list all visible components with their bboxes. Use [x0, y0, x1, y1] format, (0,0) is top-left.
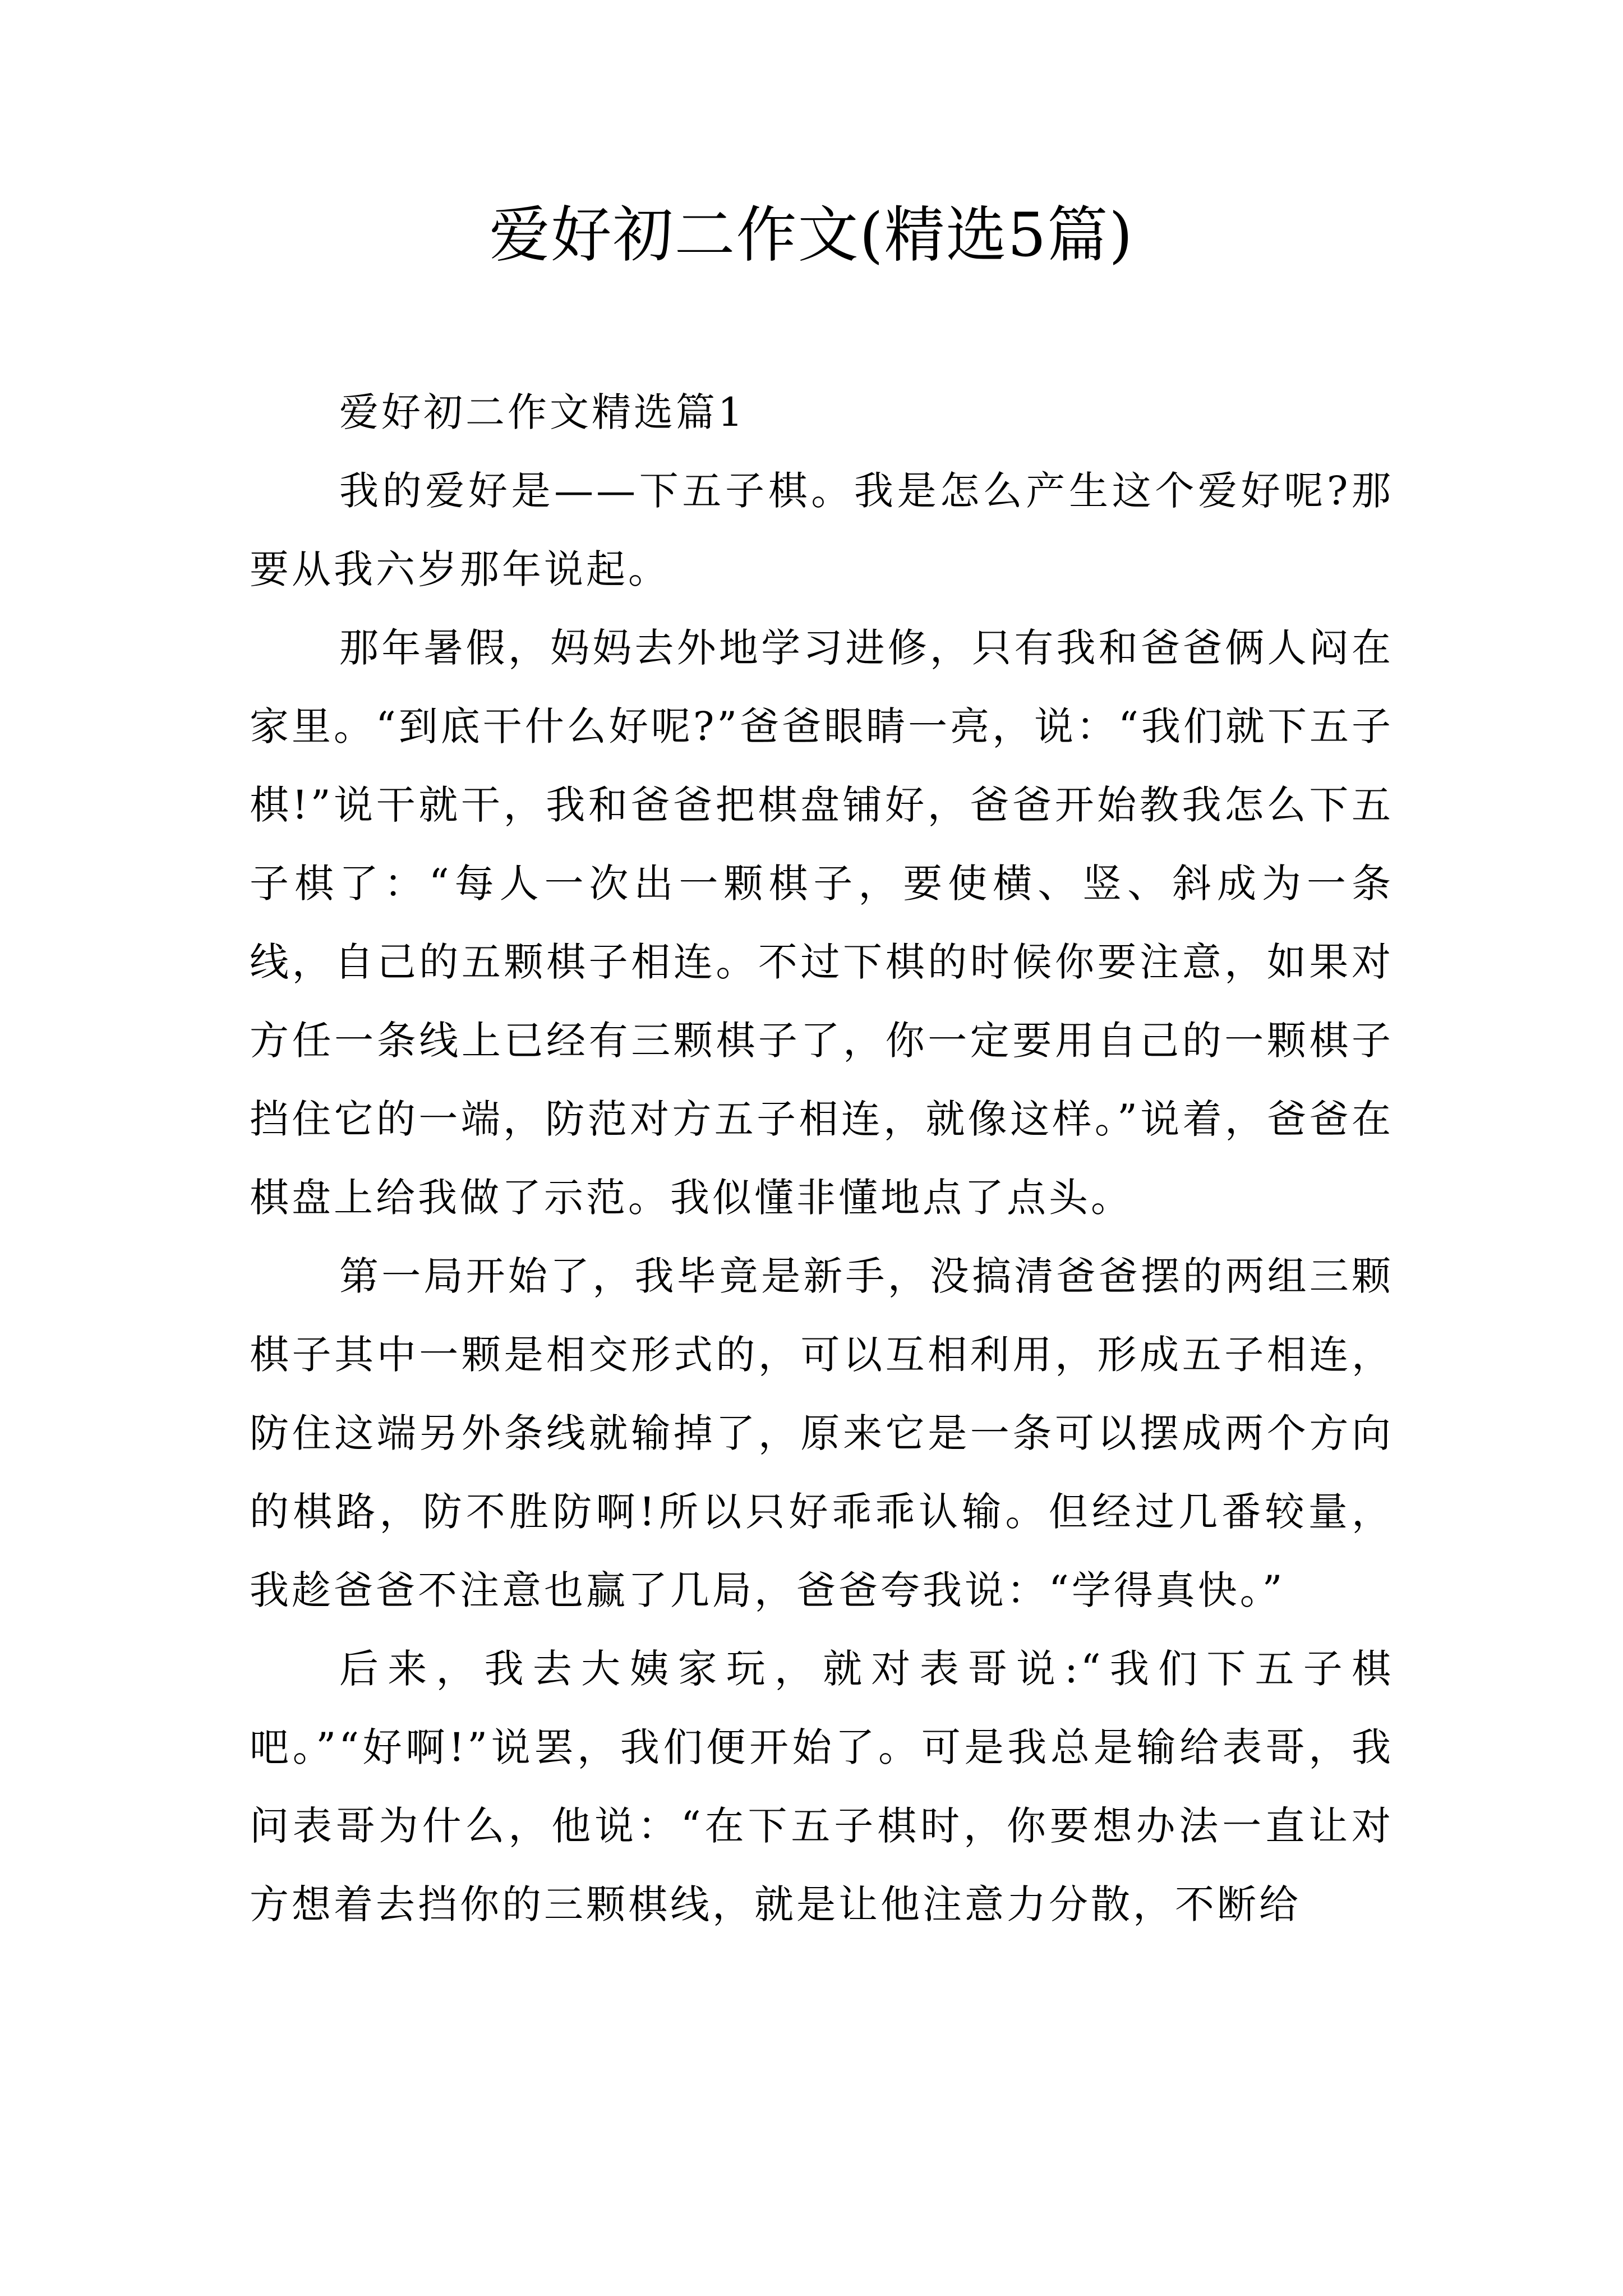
- section-heading: 爱好初二作文精选篇1: [339, 389, 746, 435]
- paragraph-4: 后来，我去大姨家玩，就对表哥说:“我们下五子棋吧。”“好啊!”说罢，我们便开始了。可是我总是输给表哥，我问表哥为什么，他说：“在下五子棋时，你要想办法一直让对方想着去挡你的三颗棋线，就是让他注意力分散，不断给: [250, 1646, 1394, 1927]
- paragraph-2: 那年暑假，妈妈去外地学习进修，只有我和爸爸俩人闷在家里。“到底干什么好呢?”爸爸眼睛一亮，说：“我们就下五子棋!”说干就干，我和爸爸把棋盘铺好，爸爸开始教我怎么下五子棋了：“每人一次出一颗棋子，要使横、竖、斜成为一条线，自己的五颗棋子相连。不过下棋的时候你要注意，如果对方任一条线上已经有三颗棋子了，你一定要用自己的一颗棋子挡住它的一端，防范对方五子相连，就像这样。”说着，爸爸在棋盘上给我做了示范。我似懂非懂地点了点头。: [250, 625, 1394, 1221]
- paragraph-1: 我的爱好是——下五子棋。我是怎么产生这个爱好呢?那要从我六岁那年说起。: [250, 468, 1394, 592]
- document-body: [250, 373, 1394, 1944]
- document-title: 爱好初二作文(精选5篇): [489, 200, 1134, 270]
- paragraph-3: 第一局开始了，我毕竟是新手，没搞清爸爸摆的两组三颗棋子其中一颗是相交形式的，可以互相利用，形成五子相连，防住这端另外条线就输掉了，原来它是一条可以摆成两个方向的棋路，防不胜防啊!所以只好乖乖认输。但经过几番较量，我趁爸爸不注意也赢了几局，爸爸夸我说：“学得真快。”: [250, 1253, 1394, 1613]
